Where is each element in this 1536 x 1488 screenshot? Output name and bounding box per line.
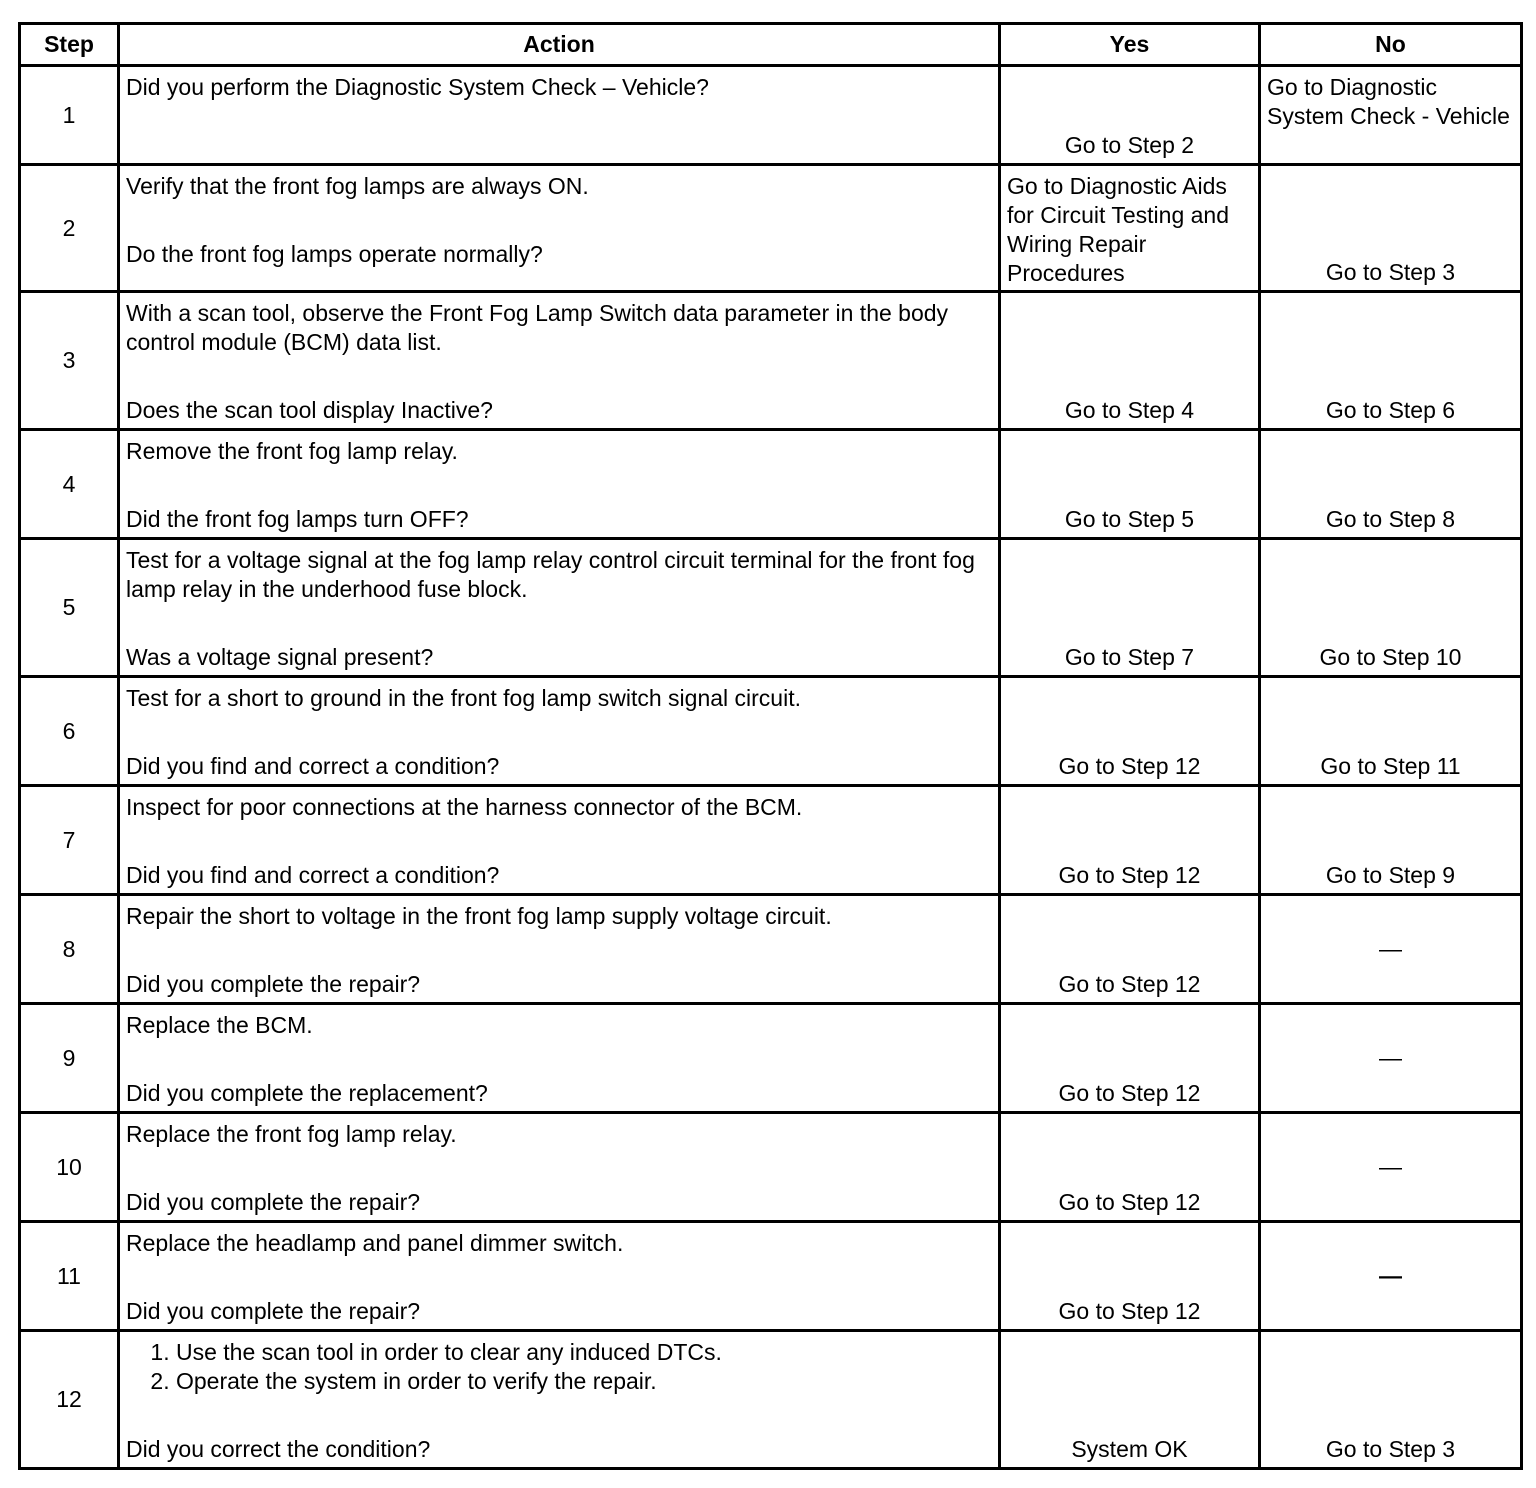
yes-cell xyxy=(1000,292,1260,430)
action-question: Did you find and correct a condition? xyxy=(126,753,500,779)
no-text: Go to Diagnostic System Check - Vehicle xyxy=(1267,74,1510,129)
action-text: With a scan tool, observe the Front Fog Lamp Switch data parameter in the body control module (BCM) data list. xyxy=(126,300,949,355)
table-row xyxy=(20,677,1522,786)
no-cell xyxy=(1260,292,1522,430)
no-cell xyxy=(1260,1113,1522,1222)
yes-text: Go to Diagnostic Aids for Circuit Testing and Wiring Repair Procedures xyxy=(1007,173,1230,286)
no-cell xyxy=(1260,1331,1522,1469)
step-number: 8 xyxy=(20,895,119,1004)
numbered-step: 2. Operate the system in order to verify the repair. xyxy=(176,1367,990,1396)
header-no: No xyxy=(1260,24,1522,66)
table-row xyxy=(20,786,1522,895)
yes-text: System OK xyxy=(1071,1436,1188,1462)
action-text: Inspect for poor connections at the harness connector of the BCM. xyxy=(126,794,803,820)
table-row xyxy=(20,1004,1522,1113)
yes-text: Go to Step 12 xyxy=(1058,862,1201,888)
action-question: Did you complete the repair? xyxy=(126,1189,421,1215)
action-question: Did you complete the replacement? xyxy=(126,1080,488,1106)
no-cell xyxy=(1260,165,1522,292)
yes-cell xyxy=(1000,1113,1260,1222)
action-question: Do the front fog lamps operate normally? xyxy=(126,241,543,267)
action-question: Did you complete the repair? xyxy=(126,971,421,997)
yes-text: Go to Step 12 xyxy=(1058,1189,1201,1215)
no-text: — xyxy=(1379,1044,1402,1071)
header-step: Step xyxy=(20,24,119,66)
action-text: Verify that the front fog lamps are always ON. xyxy=(126,173,589,199)
action-cell xyxy=(119,1004,1000,1113)
action-text: Test for a short to ground in the front fog lamp switch signal circuit. xyxy=(126,685,801,711)
yes-cell xyxy=(1000,430,1260,539)
action-cell xyxy=(119,677,1000,786)
yes-cell xyxy=(1000,895,1260,1004)
step-number: 6 xyxy=(20,677,119,786)
step-number: 1 xyxy=(20,66,119,165)
action-cell xyxy=(119,1222,1000,1331)
yes-text: Go to Step 2 xyxy=(1064,132,1195,158)
no-text: Go to Step 11 xyxy=(1320,753,1461,779)
yes-cell xyxy=(1000,1222,1260,1331)
table-row xyxy=(20,430,1522,539)
no-text: Go to Step 3 xyxy=(1325,259,1456,285)
header-yes: Yes xyxy=(1000,24,1260,66)
action-text: Did you perform the Diagnostic System Check – Vehicle? xyxy=(126,74,709,100)
step-number: 10 xyxy=(20,1113,119,1222)
action-cell xyxy=(119,786,1000,895)
no-text: — xyxy=(1379,935,1402,962)
action-question: Did the front fog lamps turn OFF? xyxy=(126,506,469,532)
step-number: 11 xyxy=(20,1222,119,1331)
no-cell xyxy=(1260,1004,1522,1113)
table-row xyxy=(20,292,1522,430)
action-question: Did you complete the repair? xyxy=(126,1298,421,1324)
no-text: Go to Step 6 xyxy=(1325,397,1456,423)
step-number: 5 xyxy=(20,539,119,677)
yes-cell xyxy=(1000,677,1260,786)
action-question: Does the scan tool display Inactive? xyxy=(126,397,493,423)
action-text: Repair the short to voltage in the front fog lamp supply voltage circuit. xyxy=(126,903,832,929)
yes-text: Go to Step 12 xyxy=(1058,1298,1201,1324)
no-cell xyxy=(1260,786,1522,895)
action-question: Did you correct the condition? xyxy=(126,1436,431,1462)
action-text: Remove the front fog lamp relay. xyxy=(126,438,458,464)
diagnostic-table xyxy=(18,22,1523,1470)
table-row xyxy=(20,66,1522,165)
step-number: 3 xyxy=(20,292,119,430)
yes-text: Go to Step 12 xyxy=(1058,1080,1201,1106)
no-text: Go to Step 3 xyxy=(1325,1436,1456,1462)
header-row xyxy=(20,24,1522,66)
action-cell xyxy=(119,66,1000,165)
action-question: Was a voltage signal present? xyxy=(126,644,434,670)
no-text: — xyxy=(1379,1262,1402,1289)
step-number: 7 xyxy=(20,786,119,895)
yes-cell xyxy=(1000,165,1260,292)
no-cell xyxy=(1260,539,1522,677)
action-text: Replace the front fog lamp relay. xyxy=(126,1121,457,1147)
action-cell xyxy=(119,292,1000,430)
table-row xyxy=(20,1331,1522,1469)
step-number: 4 xyxy=(20,430,119,539)
no-text: Go to Step 9 xyxy=(1325,862,1456,888)
action-text: Replace the headlamp and panel dimmer switch. xyxy=(126,1230,624,1256)
table-row xyxy=(20,1222,1522,1331)
table-row xyxy=(20,1113,1522,1222)
no-cell xyxy=(1260,66,1522,165)
yes-cell xyxy=(1000,1331,1260,1469)
yes-text: Go to Step 4 xyxy=(1064,397,1195,423)
action-cell xyxy=(119,165,1000,292)
step-number: 12 xyxy=(20,1331,119,1469)
table-row xyxy=(20,895,1522,1004)
action-cell xyxy=(119,539,1000,677)
yes-text: Go to Step 12 xyxy=(1058,971,1201,997)
step-number: 9 xyxy=(20,1004,119,1113)
action-cell xyxy=(119,1331,1000,1469)
no-cell xyxy=(1260,1222,1522,1331)
table-row xyxy=(20,165,1522,292)
no-cell xyxy=(1260,895,1522,1004)
numbered-steps xyxy=(126,1338,990,1396)
no-text: Go to Step 10 xyxy=(1319,644,1462,670)
action-cell xyxy=(119,430,1000,539)
yes-cell xyxy=(1000,539,1260,677)
yes-cell xyxy=(1000,1004,1260,1113)
yes-text: Go to Step 12 xyxy=(1058,753,1201,779)
header-action: Action xyxy=(119,24,1000,66)
action-cell xyxy=(119,895,1000,1004)
yes-text: Go to Step 7 xyxy=(1064,644,1195,670)
action-text: Replace the BCM. xyxy=(126,1012,313,1038)
table-row xyxy=(20,539,1522,677)
action-question: Did you find and correct a condition? xyxy=(126,862,500,888)
step-number: 2 xyxy=(20,165,119,292)
yes-text: Go to Step 5 xyxy=(1064,506,1195,532)
no-cell xyxy=(1260,430,1522,539)
numbered-step: 1. Use the scan tool in order to clear any induced DTCs. xyxy=(176,1338,990,1367)
action-cell xyxy=(119,1113,1000,1222)
no-text: Go to Step 8 xyxy=(1325,506,1456,532)
no-cell xyxy=(1260,677,1522,786)
action-text: Test for a voltage signal at the fog lamp relay control circuit terminal for the front fog lamp relay in the underhood fuse block. xyxy=(126,547,975,602)
yes-cell xyxy=(1000,66,1260,165)
yes-cell xyxy=(1000,786,1260,895)
no-text: — xyxy=(1379,1153,1402,1180)
